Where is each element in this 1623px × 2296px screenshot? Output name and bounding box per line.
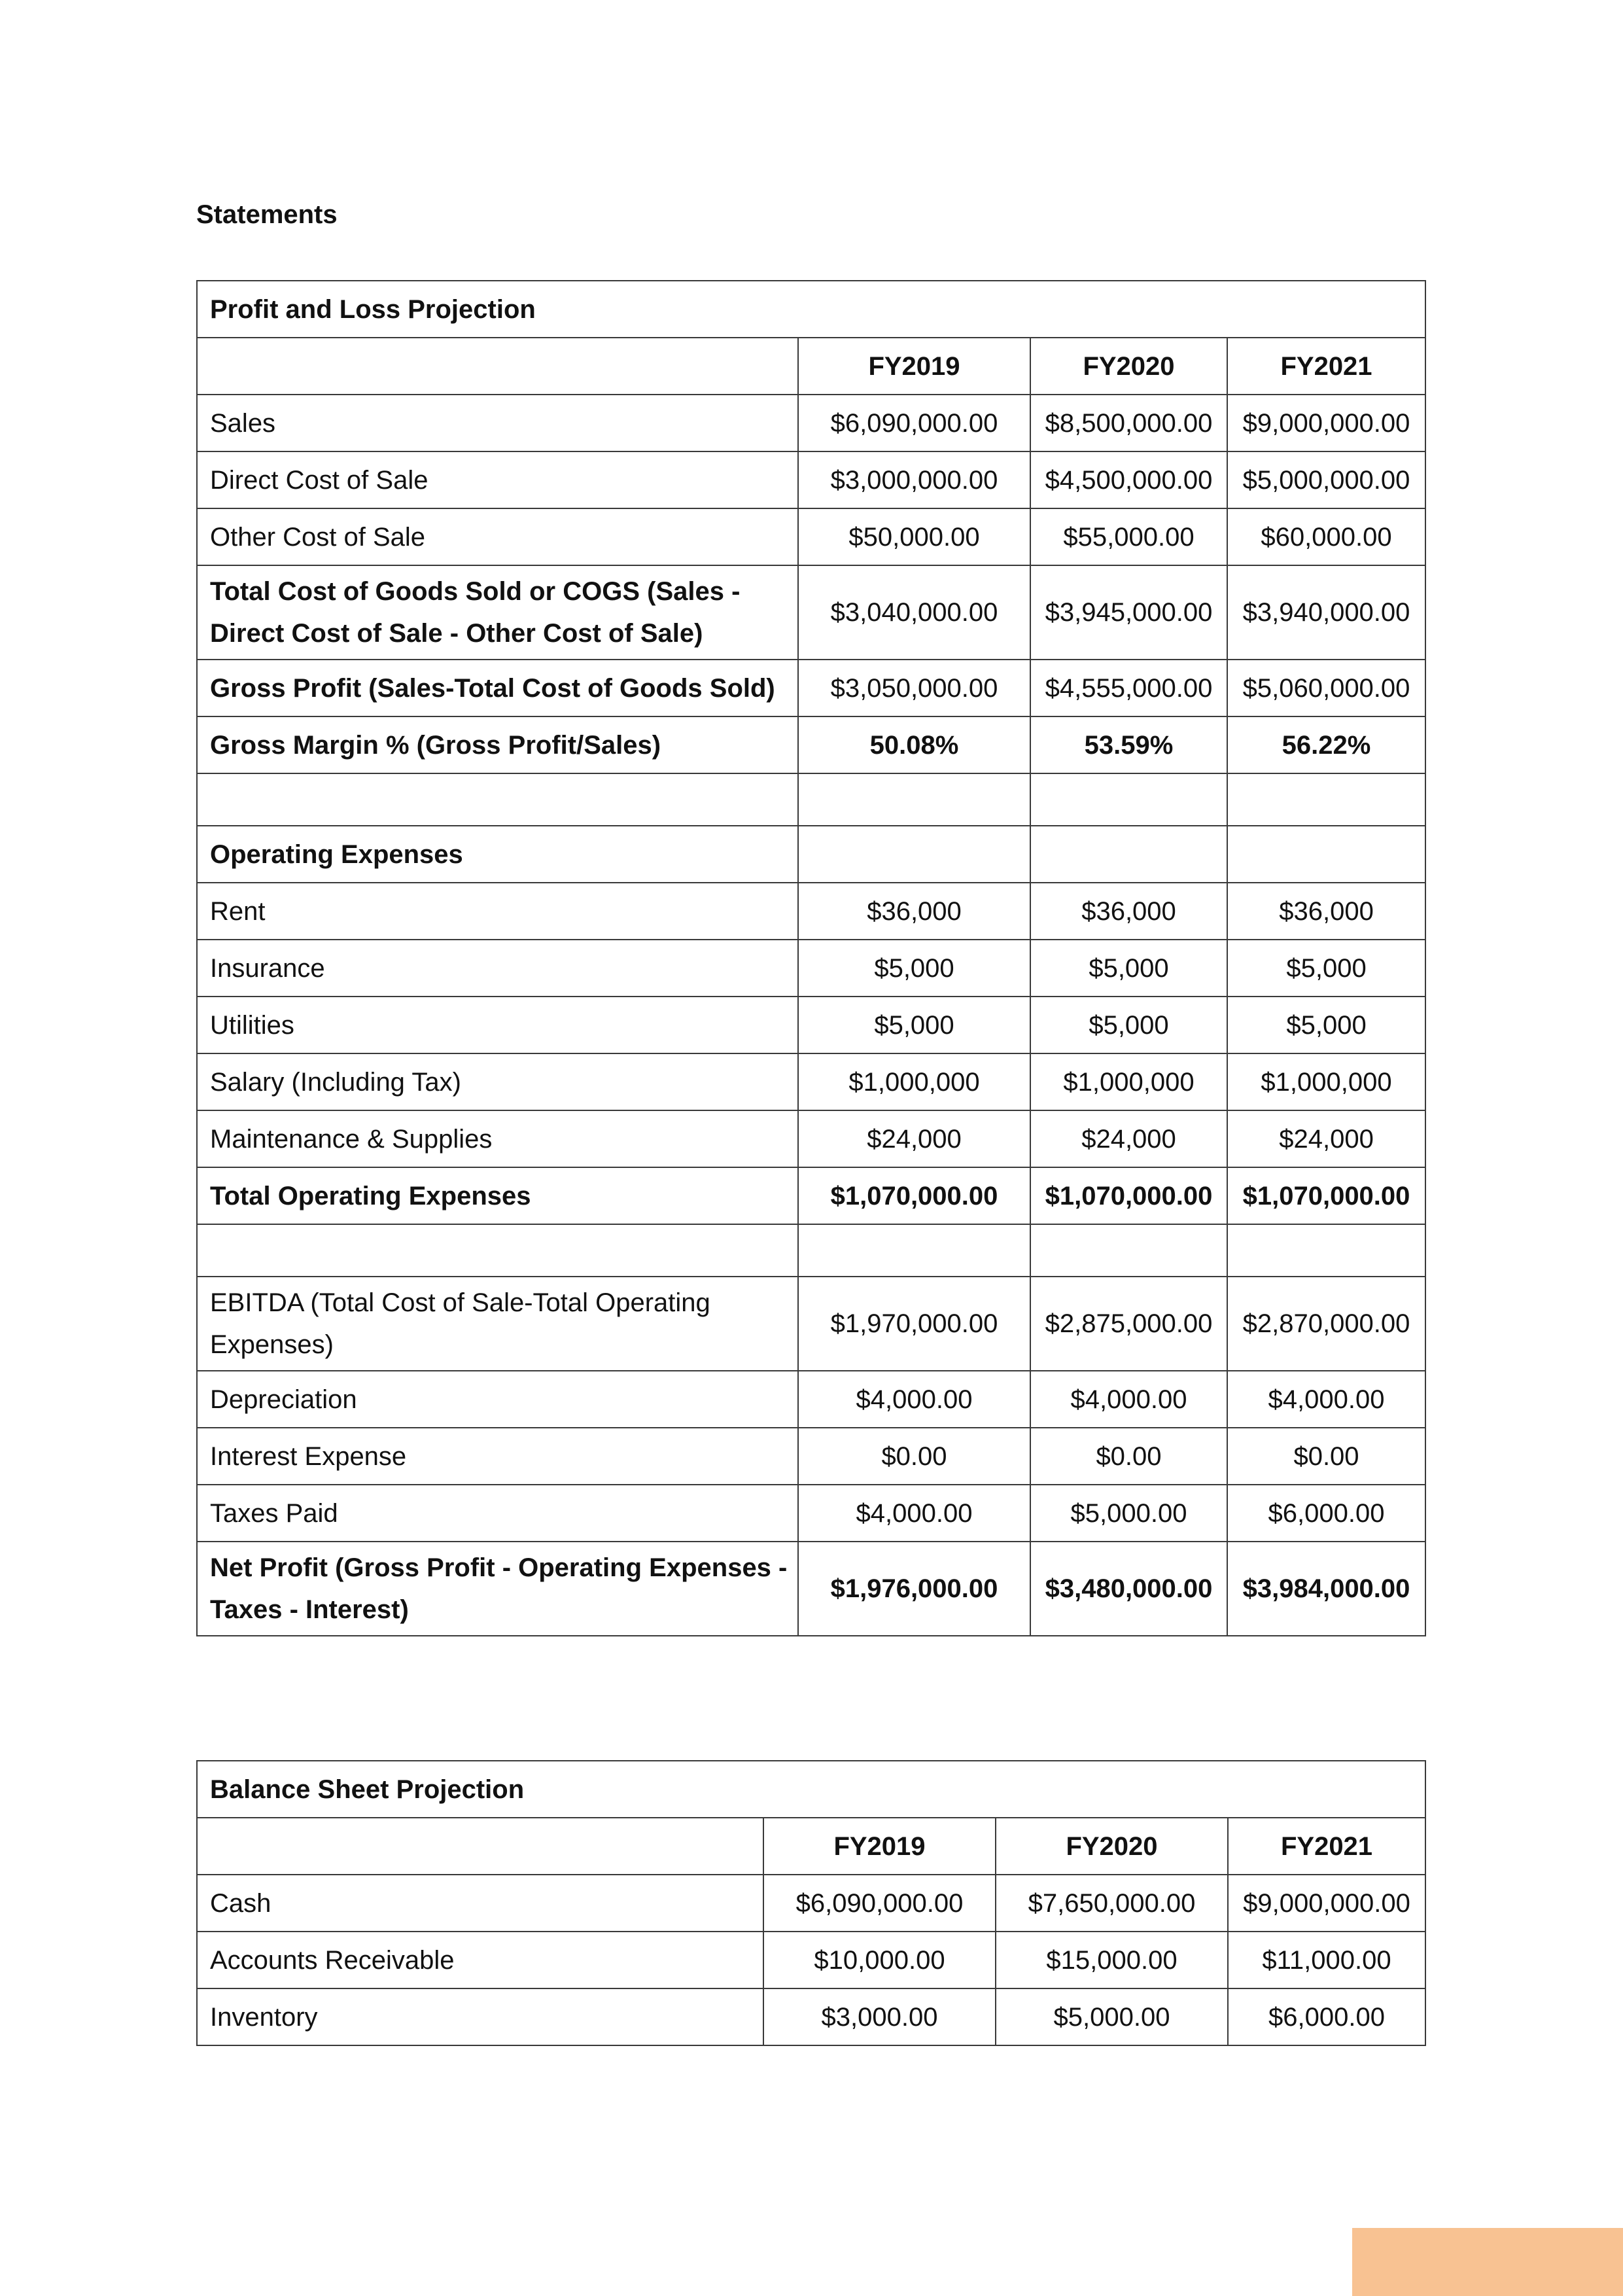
cell-value: $24,000 <box>798 1110 1030 1167</box>
corner-accent-block <box>1352 2228 1623 2296</box>
cell-value: $24,000 <box>1030 1110 1227 1167</box>
cell-value: $11,000.00 <box>1228 1932 1425 1988</box>
cell-value: $7,650,000.00 <box>996 1875 1228 1932</box>
cell-value: $5,000 <box>1227 997 1425 1053</box>
empty-cell <box>798 773 1030 826</box>
row-gross-margin <box>197 716 1425 773</box>
cell-value: $5,000,000.00 <box>1227 451 1425 508</box>
cell-value: 56.22% <box>1227 716 1425 773</box>
cell-value: $5,060,000.00 <box>1227 660 1425 716</box>
cell-value: $6,000.00 <box>1228 1988 1425 2045</box>
cell-value: $0.00 <box>1030 1428 1227 1485</box>
header-empty-cell <box>197 338 798 395</box>
cell-value: $8,500,000.00 <box>1030 395 1227 451</box>
cell-value: $1,000,000 <box>798 1053 1030 1110</box>
cell-value: $4,000.00 <box>1030 1371 1227 1428</box>
row-accounts-receivable <box>197 1932 1425 1988</box>
row-taxes <box>197 1485 1425 1542</box>
empty-cell <box>1227 826 1425 883</box>
cell-value: $1,976,000.00 <box>798 1542 1030 1636</box>
cell-value: $1,000,000 <box>1227 1053 1425 1110</box>
row-inventory <box>197 1988 1425 2045</box>
balance-sheet-table <box>196 1760 1426 2046</box>
row-rent <box>197 883 1425 940</box>
year-header: FY2020 <box>1030 338 1227 395</box>
empty-cell <box>1030 1224 1227 1277</box>
row-operating-expenses-heading <box>197 826 1425 883</box>
row-label: Interest Expense <box>197 1428 798 1485</box>
row-depreciation <box>197 1371 1425 1428</box>
empty-cell <box>798 1224 1030 1277</box>
row-maintenance <box>197 1110 1425 1167</box>
cell-value: $50,000.00 <box>798 508 1030 565</box>
row-insurance <box>197 940 1425 997</box>
cell-value: $3,480,000.00 <box>1030 1542 1227 1636</box>
row-total-opex <box>197 1167 1425 1224</box>
cell-value: $24,000 <box>1227 1110 1425 1167</box>
cell-value: $1,070,000.00 <box>798 1167 1030 1224</box>
row-label: EBITDA (Total Cost of Sale-Total Operating Expenses) <box>197 1277 798 1371</box>
row-cash <box>197 1875 1425 1932</box>
cell-value: $36,000 <box>1227 883 1425 940</box>
year-header: FY2019 <box>763 1818 996 1875</box>
cell-value: $4,000.00 <box>798 1371 1030 1428</box>
cell-value: $5,000 <box>798 940 1030 997</box>
row-label: Salary (Including Tax) <box>197 1053 798 1110</box>
table-header-row <box>197 338 1425 395</box>
page-heading: Statements <box>196 200 338 229</box>
cell-value: $36,000 <box>798 883 1030 940</box>
row-label: Gross Margin % (Gross Profit/Sales) <box>197 716 798 773</box>
row-label: Sales <box>197 395 798 451</box>
row-label: Utilities <box>197 997 798 1053</box>
cell-value: $4,000.00 <box>1227 1371 1425 1428</box>
year-header: FY2019 <box>798 338 1030 395</box>
row-label: Accounts Receivable <box>197 1932 763 1988</box>
cell-value: $9,000,000.00 <box>1227 395 1425 451</box>
cell-value: $5,000 <box>1030 940 1227 997</box>
row-label: Rent <box>197 883 798 940</box>
cell-value: 53.59% <box>1030 716 1227 773</box>
profit-loss-table <box>196 280 1426 1636</box>
profit-loss-title: Profit and Loss Projection <box>197 281 1425 338</box>
row-label: Inventory <box>197 1988 763 2045</box>
year-header: FY2021 <box>1227 338 1425 395</box>
year-header: FY2021 <box>1228 1818 1425 1875</box>
empty-cell <box>1030 773 1227 826</box>
cell-value: 50.08% <box>798 716 1030 773</box>
row-label: Maintenance & Supplies <box>197 1110 798 1167</box>
cell-value: $9,000,000.00 <box>1228 1875 1425 1932</box>
cell-value: $2,875,000.00 <box>1030 1277 1227 1371</box>
cell-value: $0.00 <box>1227 1428 1425 1485</box>
row-total-cogs <box>197 565 1425 660</box>
cell-value: $4,500,000.00 <box>1030 451 1227 508</box>
header-empty-cell <box>197 1818 763 1875</box>
row-label: Net Profit (Gross Profit - Operating Expenses - Taxes - Interest) <box>197 1542 798 1636</box>
cell-value: $36,000 <box>1030 883 1227 940</box>
cell-value: $5,000 <box>1227 940 1425 997</box>
table-header-row <box>197 1818 1425 1875</box>
cell-value: $3,050,000.00 <box>798 660 1030 716</box>
row-label: Gross Profit (Sales-Total Cost of Goods Sold) <box>197 660 798 716</box>
empty-cell <box>1030 826 1227 883</box>
row-label: Direct Cost of Sale <box>197 451 798 508</box>
cell-value: $3,040,000.00 <box>798 565 1030 660</box>
row-utilities <box>197 997 1425 1053</box>
row-interest <box>197 1428 1425 1485</box>
cell-value: $3,984,000.00 <box>1227 1542 1425 1636</box>
empty-cell <box>1227 773 1425 826</box>
cell-value: $1,070,000.00 <box>1227 1167 1425 1224</box>
row-label: Taxes Paid <box>197 1485 798 1542</box>
row-label: Other Cost of Sale <box>197 508 798 565</box>
cell-value: $5,000.00 <box>996 1988 1228 2045</box>
cell-value: $2,870,000.00 <box>1227 1277 1425 1371</box>
row-label: Depreciation <box>197 1371 798 1428</box>
cell-value: $0.00 <box>798 1428 1030 1485</box>
row-label: Insurance <box>197 940 798 997</box>
cell-value: $55,000.00 <box>1030 508 1227 565</box>
cell-value: $3,945,000.00 <box>1030 565 1227 660</box>
row-label: Cash <box>197 1875 763 1932</box>
row-net-profit <box>197 1542 1425 1636</box>
cell-value: $1,000,000 <box>1030 1053 1227 1110</box>
cell-value: $1,070,000.00 <box>1030 1167 1227 1224</box>
row-direct-cost <box>197 451 1425 508</box>
cell-value: $4,000.00 <box>798 1485 1030 1542</box>
row-sales <box>197 395 1425 451</box>
cell-value: $5,000.00 <box>1030 1485 1227 1542</box>
row-label: Total Cost of Goods Sold or COGS (Sales - Direct Cost of Sale - Other Cost of Sale) <box>197 565 798 660</box>
row-spacer <box>197 773 1425 826</box>
cell-value: $3,940,000.00 <box>1227 565 1425 660</box>
cell-value: $6,090,000.00 <box>798 395 1030 451</box>
table-title-row <box>197 281 1425 338</box>
cell-value: $4,555,000.00 <box>1030 660 1227 716</box>
empty-cell <box>798 826 1030 883</box>
cell-value: $3,000,000.00 <box>798 451 1030 508</box>
row-ebitda <box>197 1277 1425 1371</box>
cell-value: $3,000.00 <box>763 1988 996 2045</box>
row-gross-profit <box>197 660 1425 716</box>
cell-value: $15,000.00 <box>996 1932 1228 1988</box>
cell-value: $60,000.00 <box>1227 508 1425 565</box>
cell-value: $10,000.00 <box>763 1932 996 1988</box>
row-salary <box>197 1053 1425 1110</box>
row-label: Total Operating Expenses <box>197 1167 798 1224</box>
row-other-cost <box>197 508 1425 565</box>
empty-cell <box>1227 1224 1425 1277</box>
table-title-row <box>197 1761 1425 1818</box>
cell-value: $6,000.00 <box>1227 1485 1425 1542</box>
cell-value: $1,970,000.00 <box>798 1277 1030 1371</box>
cell-value: $6,090,000.00 <box>763 1875 996 1932</box>
empty-cell <box>197 1224 798 1277</box>
balance-sheet-title: Balance Sheet Projection <box>197 1761 1425 1818</box>
row-spacer <box>197 1224 1425 1277</box>
cell-value: $5,000 <box>1030 997 1227 1053</box>
year-header: FY2020 <box>996 1818 1228 1875</box>
empty-cell <box>197 773 798 826</box>
section-label: Operating Expenses <box>197 826 798 883</box>
cell-value: $5,000 <box>798 997 1030 1053</box>
